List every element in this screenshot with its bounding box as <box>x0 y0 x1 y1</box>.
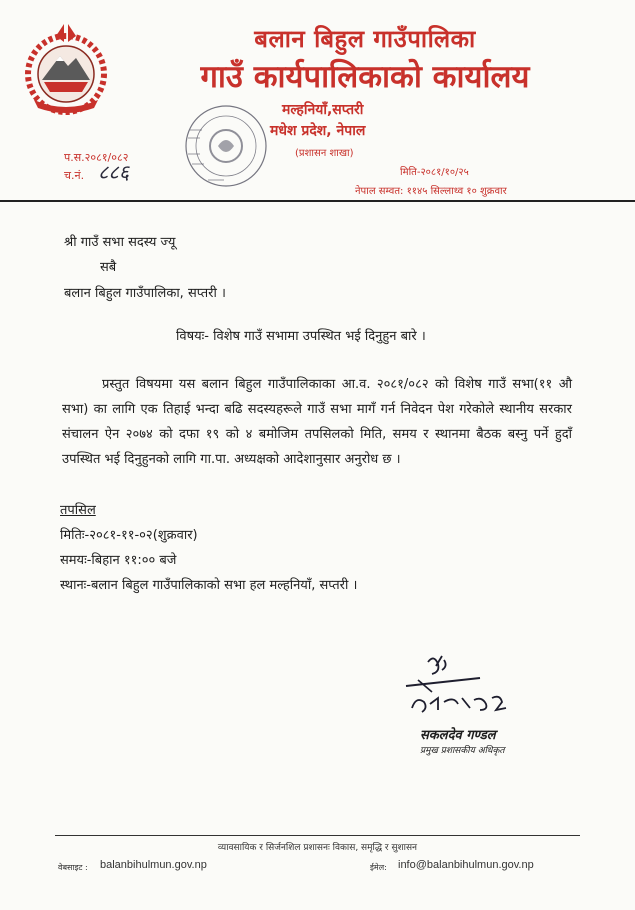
footer-email-link[interactable]: info@balanbihulmun.gov.np <box>398 859 534 871</box>
recipient-line-3: बलान बिहुल गाउँपालिका, सप्तरी । <box>64 286 226 301</box>
address-municipality: मल्हनियाँ,सप्तरी <box>282 102 364 118</box>
details-date: मितिः-२०८१-११-०२(शुक्रवार) <box>60 528 198 543</box>
footer-email-label: ईमेल: <box>370 863 387 872</box>
body-paragraph: प्रस्तुत विषयमा यस बलान बिहुल गाउँपालिकाका आ.व. २०८१/०८२ को विशेष गाउँ सभा(११ औ सभा) का लागि एक तिहाई भन्दा बढि सदस्यहरूले गाउँ सभा मागँ गर्न निवेदन पेश गरेकोले स्थानीय सरकार संचालन ऐन २०७४ को दफा १९ को ४ बमोजिम तपसिलको मिति, समय र स्थानमा बैठक बस्नु पर्ने हुदाँ उपस्थित भई दिनुहुनको लागि गा.पा. अध्यक्षको आदेशानुसार अनुरोध छ । <box>62 377 572 467</box>
details-heading: तपसिल <box>60 503 96 518</box>
address-section: (प्रशासन शाखा) <box>295 148 354 159</box>
office-type-title: गाउँ कार्यपालिकाको कार्यालय <box>200 59 530 95</box>
handwritten-signature <box>398 652 538 722</box>
details-time: समयः-बिहान ११:०० बजे <box>60 553 177 568</box>
reference-cn-value: ८८६ <box>98 160 130 184</box>
office-name: बलान बिहुल गाउँपालिका <box>254 25 476 53</box>
details-place: स्थानः-बलान बिहुल गाउँपालिकाको सभा हल मल्हनियाँ, सप्तरी । <box>60 578 358 593</box>
header-divider <box>0 200 635 202</box>
footer-website-link[interactable]: balanbihulmun.gov.np <box>100 859 207 871</box>
letter-date: मिति-२०८१/१०/२५ <box>400 167 469 178</box>
footer-divider <box>55 835 580 836</box>
nepal-sambat-date: नेपाल सम्वत: ११४५ सिल्लाथ्व १० शुक्रवार <box>355 186 507 197</box>
address-province: मधेश प्रदेश, नेपाल <box>270 123 366 139</box>
reference-cn-label: च.नं. <box>64 169 85 182</box>
signer-name: सकलदेव गण्डल <box>420 728 496 743</box>
footer-website-label: वेबसाइट : <box>58 863 88 872</box>
office-seal-stamp <box>168 100 286 192</box>
footer-tagline: व्यावसायिक र सिर्जनशिल प्रशासनः विकास, समृद्धि र सुशासन <box>217 843 418 853</box>
reference-ps-number: प.स.२०८१/०८२ <box>64 151 129 164</box>
signer-title: प्रमुख प्रशासकीय अधिकृत <box>420 746 505 756</box>
letter-subject: विषयः- विशेष गाउँ सभामा उपस्थित भई दिनुहुन बारे । <box>176 329 426 344</box>
recipient-line-1: श्री गाउँ सभा सदस्य ज्यू <box>64 235 176 250</box>
recipient-line-2: सबै <box>100 260 117 275</box>
